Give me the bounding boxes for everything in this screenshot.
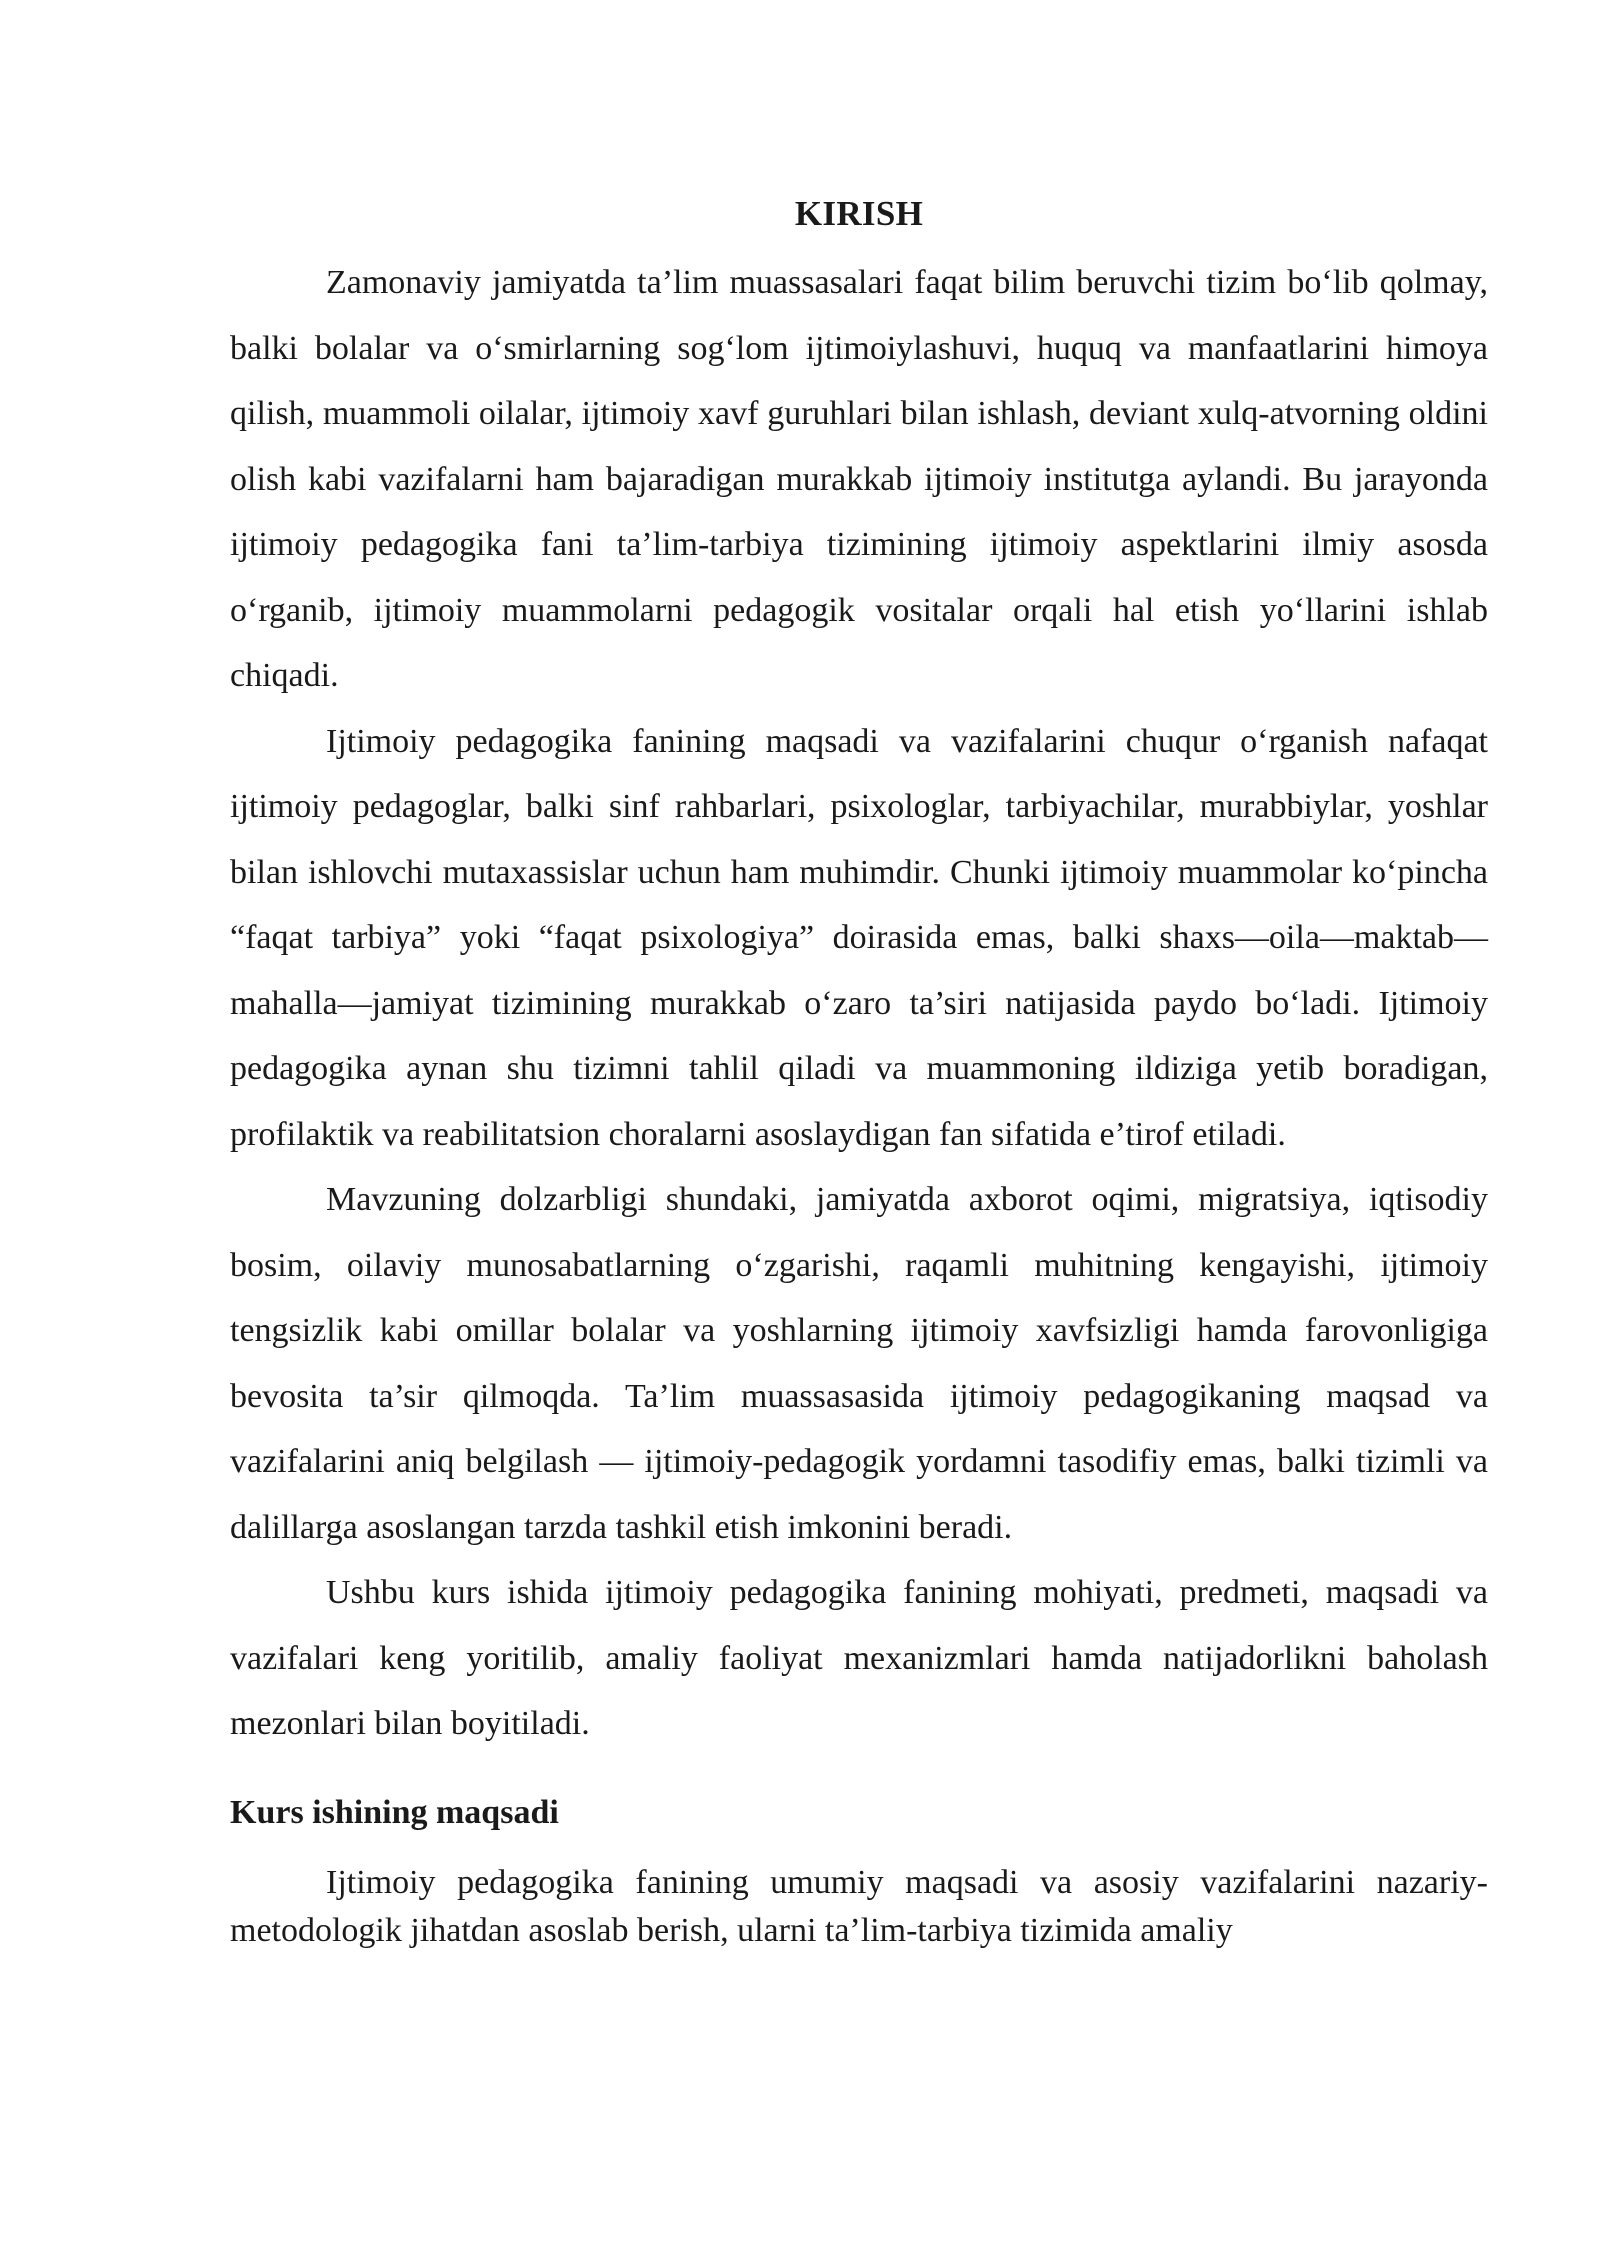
paragraph-scope: Ushbu kurs ishida ijtimoiy pedagogika fanining mohiyati, predmeti, maqsadi va vazifalari keng yoritilib, amaliy faoliyat mexanizmlari hamda natijadorlikni baholash mezonlari bilan boyitiladi.	[230, 1574, 1488, 1742]
subheading-goal: Kurs ishining maqsadi	[230, 1793, 559, 1831]
document-page	[230, 188, 1488, 1955]
paragraph-relevance: Mavzuning dolzarbligi shundaki, jamiyatda axborot oqimi, migratsiya, iqtisodiy bosim, oilaviy munosabatlarning o‘zgarishi, raqamli muhitning kengayishi, ijtimoiy tengsizlik kabi omillar bolalar va yoshlarning ijtimoiy xavfsizligi hamda farovonligiga bevosita ta’sir qilmoqda. Ta’lim muassasasida ijtimoiy pedagogikaning maqsad va vazifalarini aniq belgilash — ijtimoiy-pedagogik yordamni tasodifiy emas, balki tizimli va dalillarga asoslangan tarzda tashkil etish imkonini beradi.	[230, 1181, 1488, 1546]
paragraph-importance: Ijtimoiy pedagogika fanining maqsadi va vazifalarini chuqur o‘rganish nafaqat ijtimoiy pedagoglar, balki sinf rahbarlari, psixologlar, tarbiyachilar, murabbiylar, yoshlar bilan ishlovchi mutaxassislar uchun ham muhimdir. Chunki ijtimoiy muammolar ko‘pincha “faqat tarbiya” yoki “faqat psixologiya” doirasida emas, balki shaxs—oila—maktab—mahalla—jamiyat tizimining murakkab o‘zaro ta’siri natijasida paydo bo‘ladi. Ijtimoiy pedagogika aynan shu tizimni tahlil qiladi va muammoning ildiziga yetib boradigan, profilaktik va reabilitatsion choralarni asoslaydigan fan sifatida e’tirof etiladi.	[230, 722, 1488, 1153]
section-title: KIRISH	[794, 194, 924, 233]
paragraph-intro: Zamonaviy jamiyatda ta’lim muassasalari faqat bilim beruvchi tizim bo‘lib qolmay, balki bolalar va o‘smirlarning sog‘lom ijtimoiylashuvi, huquq va manfaatlarini himoya qilish, muammoli oilalar, ijtimoiy xavf guruhlari bilan ishlash, deviant xulq-atvorning oldini olish kabi vazifalarni ham bajaradigan murakkab ijtimoiy institutga aylandi. Bu jarayonda ijtimoiy pedagogika fani ta’lim-tarbiya tizimining ijtimoiy aspektlarini ilmiy asosda o‘rganib, ijtimoiy muammolarni pedagogik vositalar orqali hal etish yo‘llarini ishlab chiqadi.	[230, 264, 1488, 694]
paragraph-goal: Ijtimoiy pedagogika fanining umumiy maqsadi va asosiy vazifalarini nazariy-metodologik jihatdan asoslab berish, ularni ta’lim-tarbiya tizimida amaliy	[230, 1863, 1488, 1949]
